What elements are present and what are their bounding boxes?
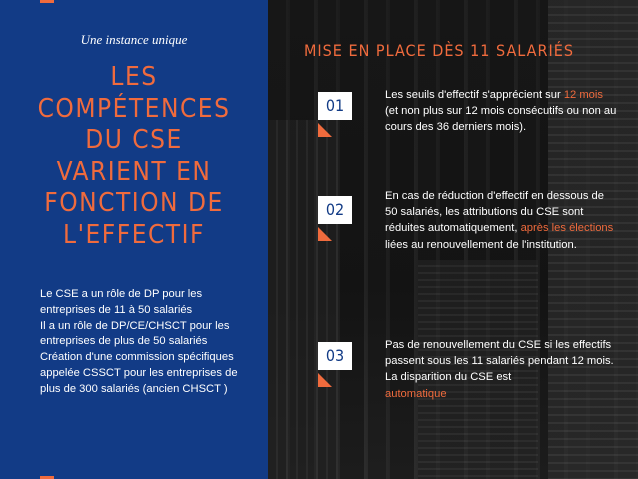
step-number-badge: 01 bbox=[318, 92, 352, 120]
main-title-line: LES bbox=[110, 62, 158, 92]
description-line: Il a un rôle de DP/CE/CHSCT pour les entreprises de plus de 50 salariés bbox=[40, 319, 230, 348]
step-text-part: En cas de réduction d'effectif en dessous de 50 salariés, les attributions du CSE sont réduites automatiquement, bbox=[385, 190, 604, 235]
left-panel bbox=[0, 0, 268, 479]
main-title-line: VARIENT EN bbox=[56, 156, 212, 187]
description bbox=[40, 287, 240, 398]
main-title-line: COMPÉTENCES bbox=[37, 93, 231, 124]
triangle-marker-icon bbox=[318, 123, 332, 137]
step-highlight: automatique bbox=[385, 387, 447, 400]
triangle-marker-icon bbox=[318, 373, 332, 387]
main-title bbox=[14, 62, 254, 251]
step-highlight: après les élections bbox=[520, 222, 614, 235]
step-number-badge: 03 bbox=[318, 342, 352, 370]
step-text-part: (et non plus sur 12 mois consécutifs ou non au cours des 36 derniers mois). bbox=[385, 105, 617, 134]
subtitle: Une instance unique bbox=[80, 32, 188, 47]
main-title-line: DU CSE bbox=[85, 125, 183, 155]
section-heading: MISE EN PLACE DÈS 11 SALARIÉS bbox=[304, 41, 574, 60]
step-text-part: Pas de renouvellement du CSE si les effectifs passent sous les 11 salariés pendant 12 mois. bbox=[385, 339, 614, 368]
description-line: Création d'une commission spécifiques appelée CSSCT pour les entreprises de plus de 300 salariés (ancien CHSCT ) bbox=[40, 351, 238, 395]
triangle-marker-icon bbox=[318, 227, 332, 241]
step-text-part: Les seuils d'effectif s'apprécient sur bbox=[385, 89, 564, 101]
description-line: Le CSE a un rôle de DP pour les entreprises de 11 à 50 salariés bbox=[40, 288, 203, 316]
step-highlight: 12 mois bbox=[563, 89, 603, 101]
step-text-part: liées au renouvellement de l'institution. bbox=[385, 238, 577, 251]
main-title-line: L'EFFECTIF bbox=[63, 219, 205, 250]
step-text bbox=[385, 87, 617, 136]
building-image bbox=[268, 120, 338, 479]
step-text-part: La disparition du CSE est bbox=[385, 371, 512, 384]
step-text bbox=[385, 188, 617, 253]
accent-tick-top bbox=[40, 0, 54, 3]
step-number-badge: 02 bbox=[318, 196, 352, 224]
step-text bbox=[385, 337, 617, 402]
main-title-line: FONCTION DE bbox=[44, 188, 224, 218]
